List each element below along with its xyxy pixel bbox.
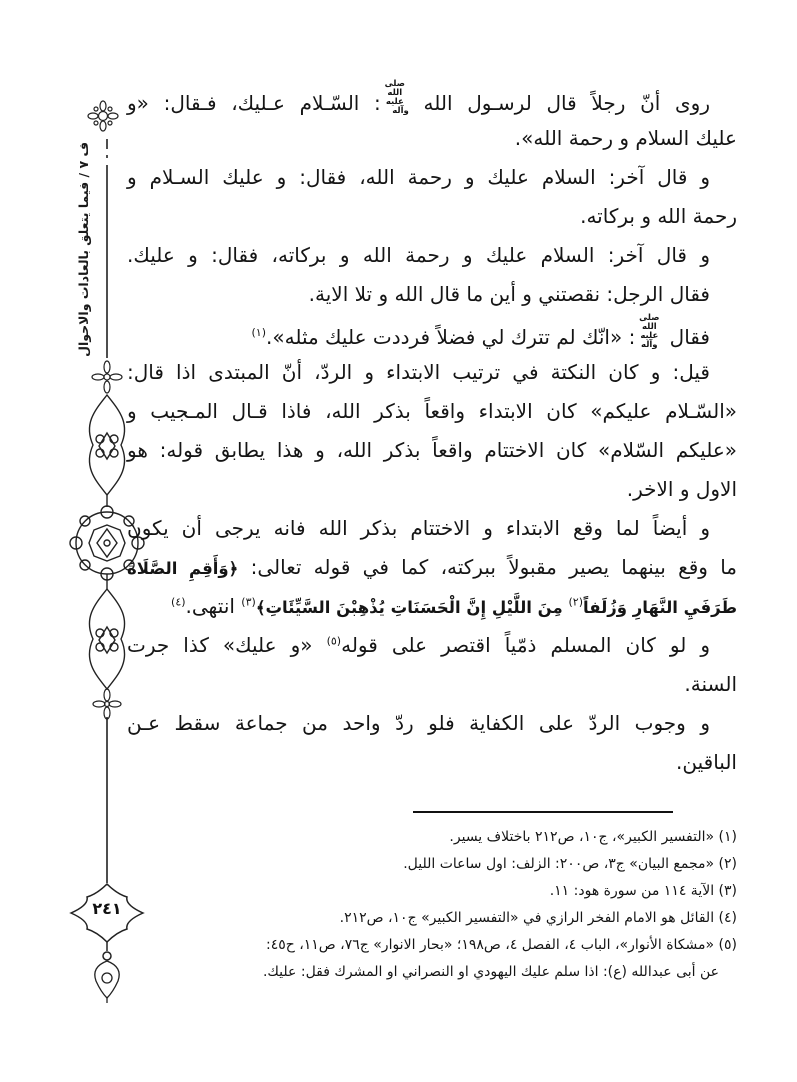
body-line: «عليكم السّلام» كان الاختتام واقعاً بذكر الله، و هذا يطابق قوله: هو xyxy=(127,438,737,462)
body-line: قيل: و كان النكتة في ترتيب الابتداء و الردّ، أنّ المبتدى اذا قال: xyxy=(127,360,710,384)
body-line: السنة. xyxy=(684,672,737,696)
body-line: ما وقع بينهما يصير مقبولاً ببركته، كما في قوله تعالى: ﴿وَأَقِمِ الصَّلَاةَ xyxy=(127,555,738,579)
fn-line: (٤) القائل هو الامام الفخر الرازي في «التفسير الكبير» ج١٠، ص٢١٢. xyxy=(339,910,737,926)
body-line: و أيضاً لما وقع الابتداء و الاختتام بذكر الله فانه يرجى أن يكون xyxy=(127,516,710,540)
footnote-separator xyxy=(413,811,673,813)
body-line: فقال صلى الله عليه وآله: «انّك لم تترك لي فضلاً فرددت عليك مثله».$^{(١)}$ xyxy=(251,313,710,350)
prophet-honorific-seal: صلى الله عليه وآله xyxy=(384,79,409,116)
fn-line: (٥) «مشكاة الأنوار»، الباب ٤، الفصل ٤، ص١٩٨؛ «بحار الانوار» ج٧٦، ص١١، ح٤٥: xyxy=(265,937,737,953)
body-line: عليك السلام و رحمة الله». xyxy=(514,126,737,150)
page-number: ٢٤١ xyxy=(92,899,122,918)
body-text xyxy=(127,80,737,782)
sidebar-chapter-title: ف ٧ / فيما يتعلق بالعادات والاحوال xyxy=(76,142,91,357)
prophet-honorific-seal: صلى الله عليه وآله xyxy=(639,313,660,350)
body-line: و قال آخر: السلام عليك و رحمة الله، فقال: و عليك السـلام و xyxy=(127,165,710,189)
body-line: و قال آخر: السلام عليك و رحمة الله و بركاته، فقال: و عليك. xyxy=(127,243,710,267)
body-line: فقال الرجل: نقصتني و أين ما قال الله و تلا الاية. xyxy=(308,282,710,306)
body-line: «السّـلام عليكم» كان الابتداء واقعاً بذكر الله، فاذا قـال المـجيب و xyxy=(127,399,737,423)
body-line: و لو كان المسلم ذمّياً اقتصر على قوله$^{(٥)}$ «و عليك» كذا جرت xyxy=(127,633,711,657)
body-line: رحمة الله و بركاته. xyxy=(580,204,737,228)
body-line: روى أنّ رجلاً قال لرسـول الله صلى الله عليه وآله: السّـلام عـليك، فـقال: «و xyxy=(127,79,711,116)
body-line: طَرَفَيِ النَّهَارِ وَزُلَفاً$^{(٢)}$ مِنَ اللَّيْلِ إِنَّ الْحَسَنَاتِ يُذْهِبْنَ السَّيِّئَاتِ﴾$^{(٣)}$ انتهى.$^{(٤)}$ xyxy=(171,594,737,618)
body-line: و وجوب الردّ على الكفاية فلو ردّ واحد من جماعة سقط عـن xyxy=(127,711,710,735)
body-line: الباقين. xyxy=(676,750,737,774)
fn-line: (٣) الآية ١١٤ من سورة هود: ١١. xyxy=(549,883,737,899)
footnotes xyxy=(103,824,737,986)
fn-line: عن أبى عبدالله (ع): اذا سلم عليك اليهودي او النصراني او المشرك فقل: عليك. xyxy=(262,964,719,980)
fn-line: (١) «التفسير الكبير»، ج١٠، ص٢١٢ باختلاف يسير. xyxy=(449,829,737,845)
fn-line: (٢) «مجمع البيان» ج٣، ص٢٠٠: الزلف: اول ساعات الليل. xyxy=(403,856,737,872)
floral-rosette-icon xyxy=(88,101,118,131)
body-line: الاول و الاخر. xyxy=(626,477,737,501)
